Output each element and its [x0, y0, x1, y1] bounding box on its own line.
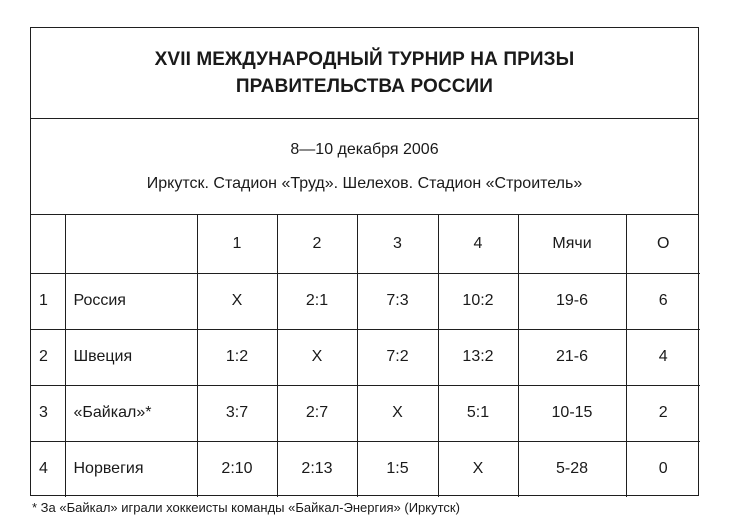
points-cell: 6: [626, 273, 700, 329]
header-row: [31, 215, 700, 273]
header-cell-rank: [31, 215, 65, 273]
title-line-1: XVII МЕЖДУНАРОДНЫЙ ТУРНИР НА ПРИЗЫ: [154, 49, 575, 70]
standings-table: [31, 215, 700, 497]
goals-cell: 10-15: [518, 385, 626, 441]
table-row: [31, 273, 700, 329]
team-cell: Россия: [65, 273, 197, 329]
team-cell: Швеция: [65, 329, 197, 385]
points-cell: 4: [626, 329, 700, 385]
info-block: [31, 119, 698, 215]
title-line-2: ПРАВИТЕЛЬСТВА РОССИИ: [235, 76, 494, 97]
team-cell: «Байкал»*: [65, 385, 197, 441]
result-cell: 10:2: [438, 273, 518, 329]
result-cell: 7:2: [357, 329, 438, 385]
result-cell: 2:1: [277, 273, 357, 329]
result-cell: Х: [277, 329, 357, 385]
header-cell-4: 4: [438, 215, 518, 273]
header-cell-points: О: [626, 215, 700, 273]
table-row: [31, 385, 700, 441]
result-cell: Х: [438, 441, 518, 497]
result-cell: Х: [197, 273, 277, 329]
table-row: [31, 441, 700, 497]
rank-cell: 1: [31, 273, 65, 329]
tournament-venues: Иркутск. Стадион «Труд». Шелехов. Стадион «Строитель»: [146, 174, 583, 192]
header-cell-team: [65, 215, 197, 273]
result-cell: 1:5: [357, 441, 438, 497]
goals-cell: 5-28: [518, 441, 626, 497]
team-cell: Норвегия: [65, 441, 197, 497]
points-cell: 2: [626, 385, 700, 441]
result-cell: 1:2: [197, 329, 277, 385]
table-row: [31, 329, 700, 385]
result-cell: Х: [357, 385, 438, 441]
tournament-dates: 8—10 декабря 2006: [290, 140, 439, 158]
rank-cell: 2: [31, 329, 65, 385]
footnote: * За «Байкал» играли хоккеисты команды «Байкал-Энергия» (Иркутск): [32, 500, 460, 515]
result-cell: 13:2: [438, 329, 518, 385]
goals-cell: 19-6: [518, 273, 626, 329]
result-cell: 2:10: [197, 441, 277, 497]
points-cell: 0: [658, 460, 668, 478]
result-cell: 7:3: [357, 273, 438, 329]
header-cell-goals: Мячи: [518, 215, 626, 273]
rank-cell: 4: [31, 441, 65, 497]
result-cell: 3:7: [197, 385, 277, 441]
tournament-table-frame: [30, 27, 699, 496]
result-cell: 2:7: [277, 385, 357, 441]
header-cell-1: 1: [197, 215, 277, 273]
header-cell-2: 2: [277, 215, 357, 273]
header-cell-3: 3: [357, 215, 438, 273]
goals-cell: 21-6: [518, 329, 626, 385]
title-block: [31, 28, 698, 119]
result-cell: 5:1: [438, 385, 518, 441]
result-cell: 2:13: [277, 441, 357, 497]
rank-cell: 3: [31, 385, 65, 441]
